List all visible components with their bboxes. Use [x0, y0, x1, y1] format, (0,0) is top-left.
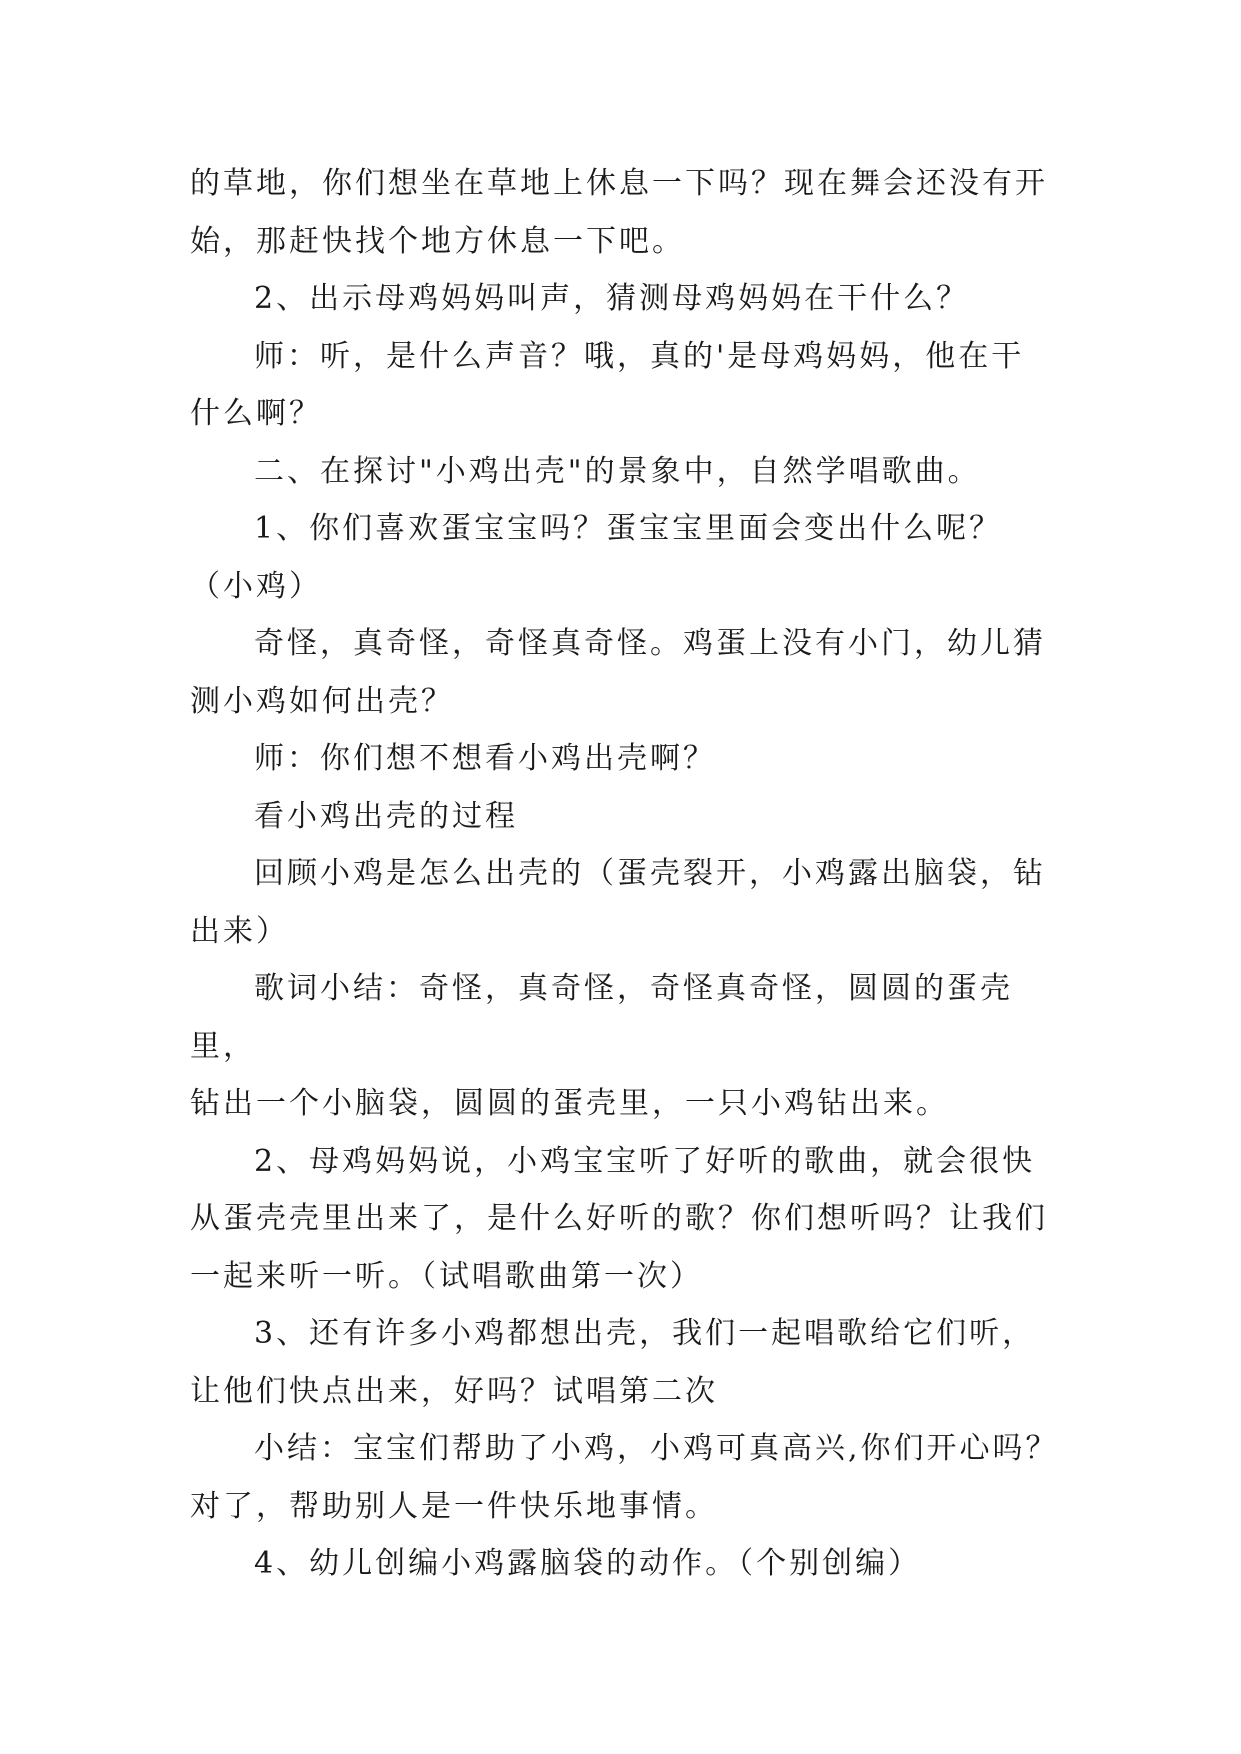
paragraph-line: 歌词小结：奇怪，真奇怪，奇怪真奇怪，圆圆的蛋壳里，: [190, 971, 1013, 1064]
paragraph-line: 小结：宝宝们帮助了小鸡，小鸡可真高兴,你们开心吗？: [254, 1431, 1059, 1466]
paragraph-2: [190, 270, 1070, 328]
paragraph-6: [190, 615, 1070, 730]
paragraph-line: 一起来听一听。（试唱歌曲第一次）: [190, 1258, 703, 1294]
paragraph-line: 3、还有许多小鸡都想出壳，我们一起唱歌给它们听，: [254, 1316, 1036, 1351]
paragraph-line: 奇怪，真奇怪，奇怪真奇怪。鸡蛋上没有小门，幼儿猜: [254, 626, 1046, 661]
paragraph-line: 始，那赶快找个地方休息一下吧。: [190, 223, 685, 259]
paragraph-line: 让他们快点出来，好吗？试唱第二次: [190, 1373, 718, 1409]
paragraph-line: 对了，帮助别人是一件快乐地事情。: [190, 1488, 718, 1524]
paragraph-10: [190, 960, 1070, 1133]
paragraph-9: [190, 845, 1070, 960]
paragraph-line: 什么啊？: [190, 396, 322, 431]
paragraph-12: [190, 1305, 1070, 1420]
paragraph-line: 2、母鸡妈妈说，小鸡宝宝听了好听的歌曲，就会很快: [254, 1143, 1036, 1179]
paragraph-line: 2、出示母鸡妈妈叫声，猜测母鸡妈妈在干什么？: [254, 281, 970, 316]
paragraph-line: 出来）: [190, 913, 289, 949]
paragraph-line: 从蛋壳壳里出来了，是什么好听的歌？你们想听吗？让我们: [190, 1201, 1048, 1236]
paragraph-line: 看小鸡出壳的过程: [254, 798, 518, 834]
paragraph-line: 师：听，是什么声音？哦，真的'是母鸡妈妈，他在干: [254, 338, 1025, 374]
paragraph-5: [190, 500, 1070, 615]
paragraph-line: （小鸡）: [190, 568, 322, 604]
paragraph-line: 1、你们喜欢蛋宝宝吗？蛋宝宝里面会变出什么呢？: [254, 511, 1003, 546]
paragraph-line: 测小鸡如何出壳？: [190, 683, 454, 719]
paragraph-line: 二、在探讨"小鸡出壳"的景象中，自然学唱歌曲。: [254, 453, 981, 489]
paragraph-line: 回顾小鸡是怎么出壳的（蛋壳裂开，小鸡露出脑袋，钻: [254, 856, 1046, 891]
document-body: [190, 155, 1070, 1593]
paragraph-line: 的草地，你们想坐在草地上休息一下吗？现在舞会还没有开: [190, 166, 1048, 201]
paragraph-8: [190, 788, 1070, 846]
paragraph-3: [190, 328, 1070, 443]
paragraph-line: 师：你们想不想看小鸡出壳啊？: [254, 741, 716, 776]
paragraph-7: [190, 730, 1070, 788]
paragraph-line: 钻出一个小脑袋，圆圆的蛋壳里，一只小鸡钻出来。: [190, 1086, 949, 1121]
paragraph-1: [190, 155, 1070, 270]
paragraph-11: [190, 1133, 1070, 1306]
paragraph-4: [190, 443, 1070, 501]
paragraph-13: [190, 1420, 1070, 1535]
paragraph-14: [190, 1535, 1070, 1593]
paragraph-line: 4、幼儿创编小鸡露脑袋的动作。（个别创编）: [254, 1546, 922, 1581]
